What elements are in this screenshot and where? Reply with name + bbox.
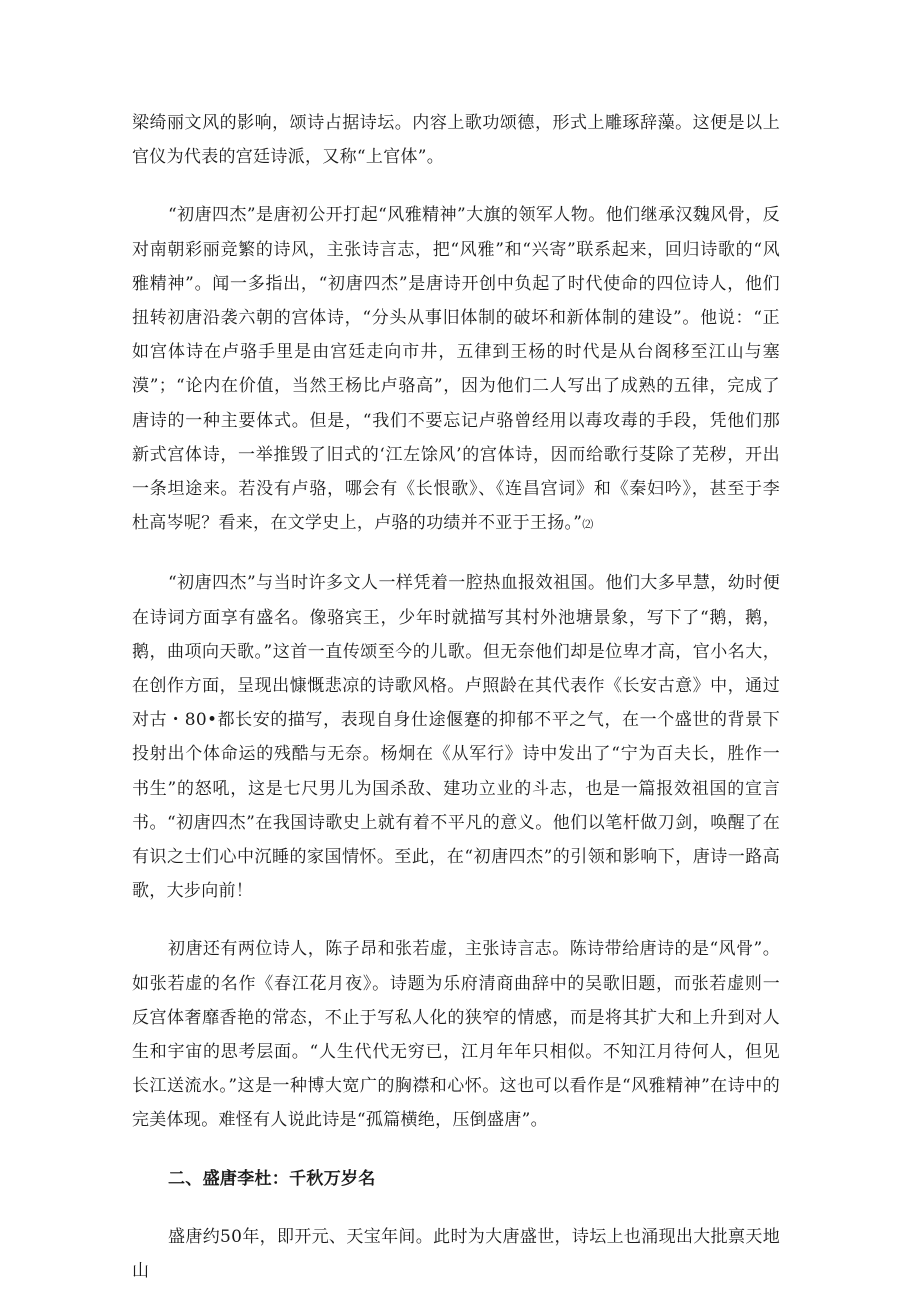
paragraph-court-poetry: 梁绮丽文风的影响，颂诗占据诗坛。内容上歌功颂德，形式上雕琢辞藻。这便是以上官仪为代表的宫廷诗派，又称“上官体”。 bbox=[132, 113, 780, 168]
paragraph-gap bbox=[132, 1138, 780, 1162]
paragraph-four-talents-patriotism: “初唐四杰”与当时许多文人一样凭着一腔热血报效祖国。他们大多早慧，幼时便在诗词方面享有盛名。像骆宾王，少年时就描写其村外池塘景象，写下了“鹅，鹅，鹅，曲项向天歌。”这首一直传颂至今的儿歌。但无奈他们却是位卑才高，官小名大，在创作方面，呈现出慷慨悲凉的诗歌风格。卢照龄在其代表作《长安古意》中，通过对古・80•都长安的描写，表现自身仕途偃蹇的抑郁不平之气，在一个盛世的背景下投射出个体命运的残酷与无奈。杨炯在《从军行》诗中发出了“宁为百夫长，胜作一书生”的怒吼，这是七尺男儿为国杀敌、建功立业的斗志，也是一篇报效祖国的宣言书。“初唐四杰”在我国诗歌史上就有着不平凡的意义。他们以笔杆做刀剑，唤醒了在有识之士们心中沉睡的家国情怀。至此，在“初唐四杰”的引领和影响下，唐诗一路高歌，大步向前！ bbox=[132, 573, 780, 902]
paragraph-four-talents-intro bbox=[132, 198, 780, 542]
paragraph-gap bbox=[132, 908, 780, 932]
paragraph-gap bbox=[132, 542, 780, 566]
footnote-marker: ⑵ bbox=[582, 518, 594, 532]
paragraph-gap bbox=[132, 174, 780, 198]
paragraph-high-tang: 盛唐约50年，即开元、天宝年间。此时为大唐盛世，诗坛上也涌现出大批禀天地山 bbox=[132, 1226, 780, 1281]
section-heading: 二、盛唐李杜：千秋万岁名 bbox=[168, 1168, 376, 1189]
document-page bbox=[132, 106, 780, 1288]
paragraph-chen-zhang: 初唐还有两位诗人，陈子昂和张若虚，主张诗言志。陈诗带给唐诗的是“风骨”。如张若虚的名作《春江花月夜》。诗题为乐府清商曲辞中的吴歌旧题，而张若虚则一反宫体奢靡香艳的常态，不止于写私人化的狭窄的情感，而是将其扩大和上升到对人生和宇宙的思考层面。“人生代代无穷已，江月年年只相似。不知江月待何人，但见长江送流水。”这是一种博大宽广的胸襟和心怀。这也可以看作是“风雅精神”在诗中的完美体现。难怪有人说此诗是“孤篇横绝，压倒盛唐”。 bbox=[132, 939, 780, 1131]
paragraph-gap bbox=[132, 1196, 780, 1220]
paragraph-text: “初唐四杰”是唐初公开打起“风雅精神”大旗的领军人物。他们继承汉魏风骨，反对南朝彩丽竞繁的诗风，主张诗言志，把“风雅”和“兴寄”联系起来，回归诗歌的“风雅精神”。闻一多指出，“初唐四杰”是唐诗开创中负起了时代使命的四位诗人，他们扭转初唐沿袭六朝的宫体诗，“分头从事旧体制的破坏和新体制的建设”。他说：“正如宫体诗在卢骆手里是由宫廷走向市井，五律到王杨的时代是从台阁移至江山与塞漠”；“论内在价值，当然王杨比卢骆高”，因为他们二人写出了成熟的五律，完成了唐诗的一种主要体式。但是，“我们不要忘记卢骆曾经用以毒攻毒的手段，凭他们那新式宫体诗，一举推毁了旧式的‘江左馀风’的宫体诗，因而给歌行芟除了芜秽，开出一条坦途来。若没有卢骆，哪会有《长恨歌》、《连昌宫词》和《秦妇吟》，甚至于李杜高岑呢？看来，在文学史上，卢骆的功绩并不亚于王扬。” bbox=[132, 205, 780, 534]
